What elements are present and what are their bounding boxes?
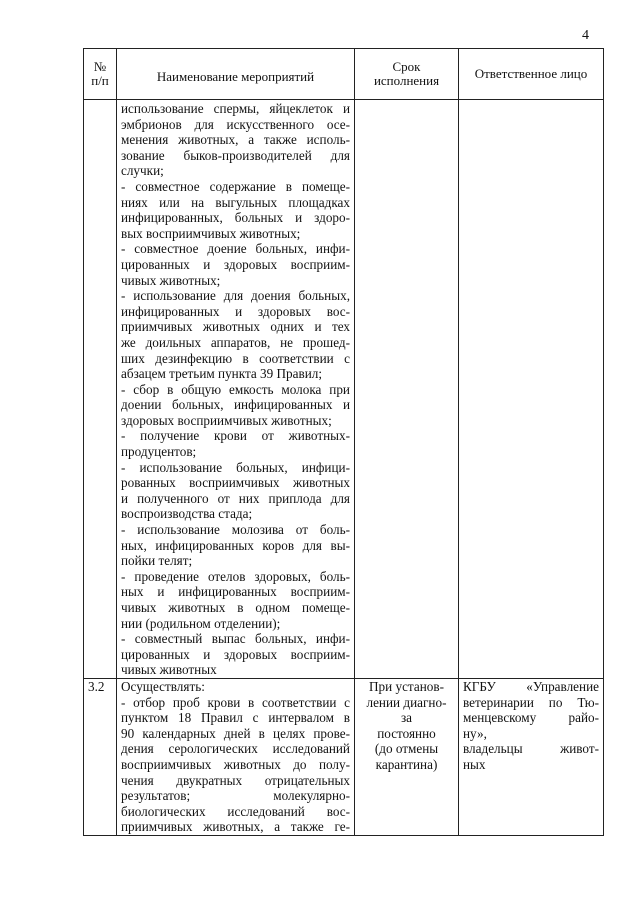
text-line: ных и инфицированных восприим- <box>121 584 350 600</box>
text-line: Осуществлять: <box>121 678 205 694</box>
text-line: 90 календарных дней в целях прове- <box>121 725 350 741</box>
text-line: ших дезинфекцию в соответствии с <box>121 350 350 366</box>
text-line: При установ- <box>369 678 444 694</box>
row-number: 3.2 <box>84 678 117 835</box>
header-number-symbol: № <box>93 59 107 74</box>
text-line: приимчивых животных одних и тех <box>121 319 350 335</box>
text-line: за <box>400 710 413 726</box>
text-line: (до отмены <box>374 741 439 757</box>
text-line: доении больных, инфицированных и <box>121 397 350 413</box>
text-line: восприимчивых животных до полу- <box>121 756 350 772</box>
text-line: - использование больных, инфици- <box>121 459 350 475</box>
page-number: 4 <box>582 28 589 43</box>
text-line: же доильных аппаратов, не прошед- <box>121 334 350 350</box>
text-line: воспроизводства стада; <box>121 506 253 522</box>
text-line: абзацем третьим пункта 39 Правил; <box>121 366 323 382</box>
text-line: использование спермы, яйцеклеток и <box>121 101 350 116</box>
text-line: рованных восприимчивых животных <box>121 475 350 491</box>
text-line: - совместный выпас больных, инфи- <box>121 631 350 647</box>
text-line: чивых животных; <box>121 272 221 288</box>
text-line: пунктом 18 Правил с интервалом в <box>121 710 350 726</box>
text-line: цированных и здоровых восприим- <box>121 256 350 272</box>
text-line: карантина) <box>375 756 438 772</box>
table-row <box>84 678 604 835</box>
measure-responsible <box>459 100 604 679</box>
header-term-line-1: Срок <box>392 59 421 74</box>
text-line: менения животных, а также исполь- <box>121 132 350 148</box>
table-row <box>84 100 604 679</box>
text-line: чения двукратных отрицательных <box>121 772 350 788</box>
text-line: - использование молозива от боль- <box>121 522 350 538</box>
measure-responsible <box>459 678 604 835</box>
text-line: инфицированных, больных и здоро- <box>121 210 350 226</box>
text-line: ных, инфицированных коров для вы- <box>121 537 350 553</box>
header-name: Наименование мероприятий <box>117 49 355 100</box>
text-line: ных <box>463 756 486 772</box>
text-line: - проведение отелов здоровых, боль- <box>121 568 350 584</box>
header-responsible: Ответственное лицо <box>459 49 604 100</box>
text-line: приимчивых животных, а также ге- <box>121 819 350 835</box>
text-line: нии (родильном отделении); <box>121 615 281 631</box>
text-line: менцевскому райо- <box>463 710 599 726</box>
text-line: чивых животных <box>121 662 217 678</box>
text-line: продуцентов; <box>121 444 197 460</box>
text-line: КГБУ «Управление <box>463 678 599 694</box>
header-term-line-2: исполнения <box>373 73 440 88</box>
text-line: ниях или на выгульных площадках <box>121 194 350 210</box>
text-line: постоянно <box>377 725 436 741</box>
row-number <box>84 100 117 679</box>
text-line: - совместное содержание в помеще- <box>121 178 350 194</box>
text-line: биологических исследований вос- <box>121 803 350 819</box>
header-number <box>84 49 117 100</box>
header-number-abbr: п/п <box>91 73 109 88</box>
text-line: ну», <box>463 725 487 741</box>
table-header-row <box>84 49 604 100</box>
text-line: и полученного от них приплода для <box>121 490 350 506</box>
text-line: - использование для доения больных, <box>121 288 350 304</box>
text-line: лении диагно- <box>366 694 447 710</box>
text-line: здоровых восприимчивых животных; <box>121 412 332 428</box>
text-line: зование быков-производителей для <box>121 147 350 163</box>
header-term <box>355 49 459 100</box>
text-line: случки; <box>121 163 164 179</box>
measure-description <box>117 678 355 835</box>
measure-term <box>355 678 459 835</box>
text-line: - сбор в общую емкость молока при <box>121 381 350 397</box>
text-line: ветеринарии по Тю- <box>463 694 599 710</box>
text-line: вых восприимчивых животных; <box>121 225 301 241</box>
text-line: цированных и здоровых восприим- <box>121 646 350 662</box>
text-line: дения серологических исследований <box>121 741 350 757</box>
text-line: - отбор проб крови в соответствии с <box>121 694 350 710</box>
text-line: - получение крови от животных- <box>121 428 350 444</box>
measure-description <box>117 100 355 679</box>
text-line: эмбрионов для искусственного осе- <box>121 116 350 132</box>
measure-term <box>355 100 459 679</box>
text-line: чивых животных в одном помеще- <box>121 600 350 615</box>
text-line: инфицированных и здоровых вос- <box>121 303 350 319</box>
text-line: результатов; молекулярно- <box>121 788 350 804</box>
text-line: владельцы живот- <box>463 741 599 757</box>
measures-table <box>83 48 604 836</box>
text-line: - совместное доение больных, инфи- <box>121 241 350 257</box>
text-line: пойки телят; <box>121 553 193 569</box>
